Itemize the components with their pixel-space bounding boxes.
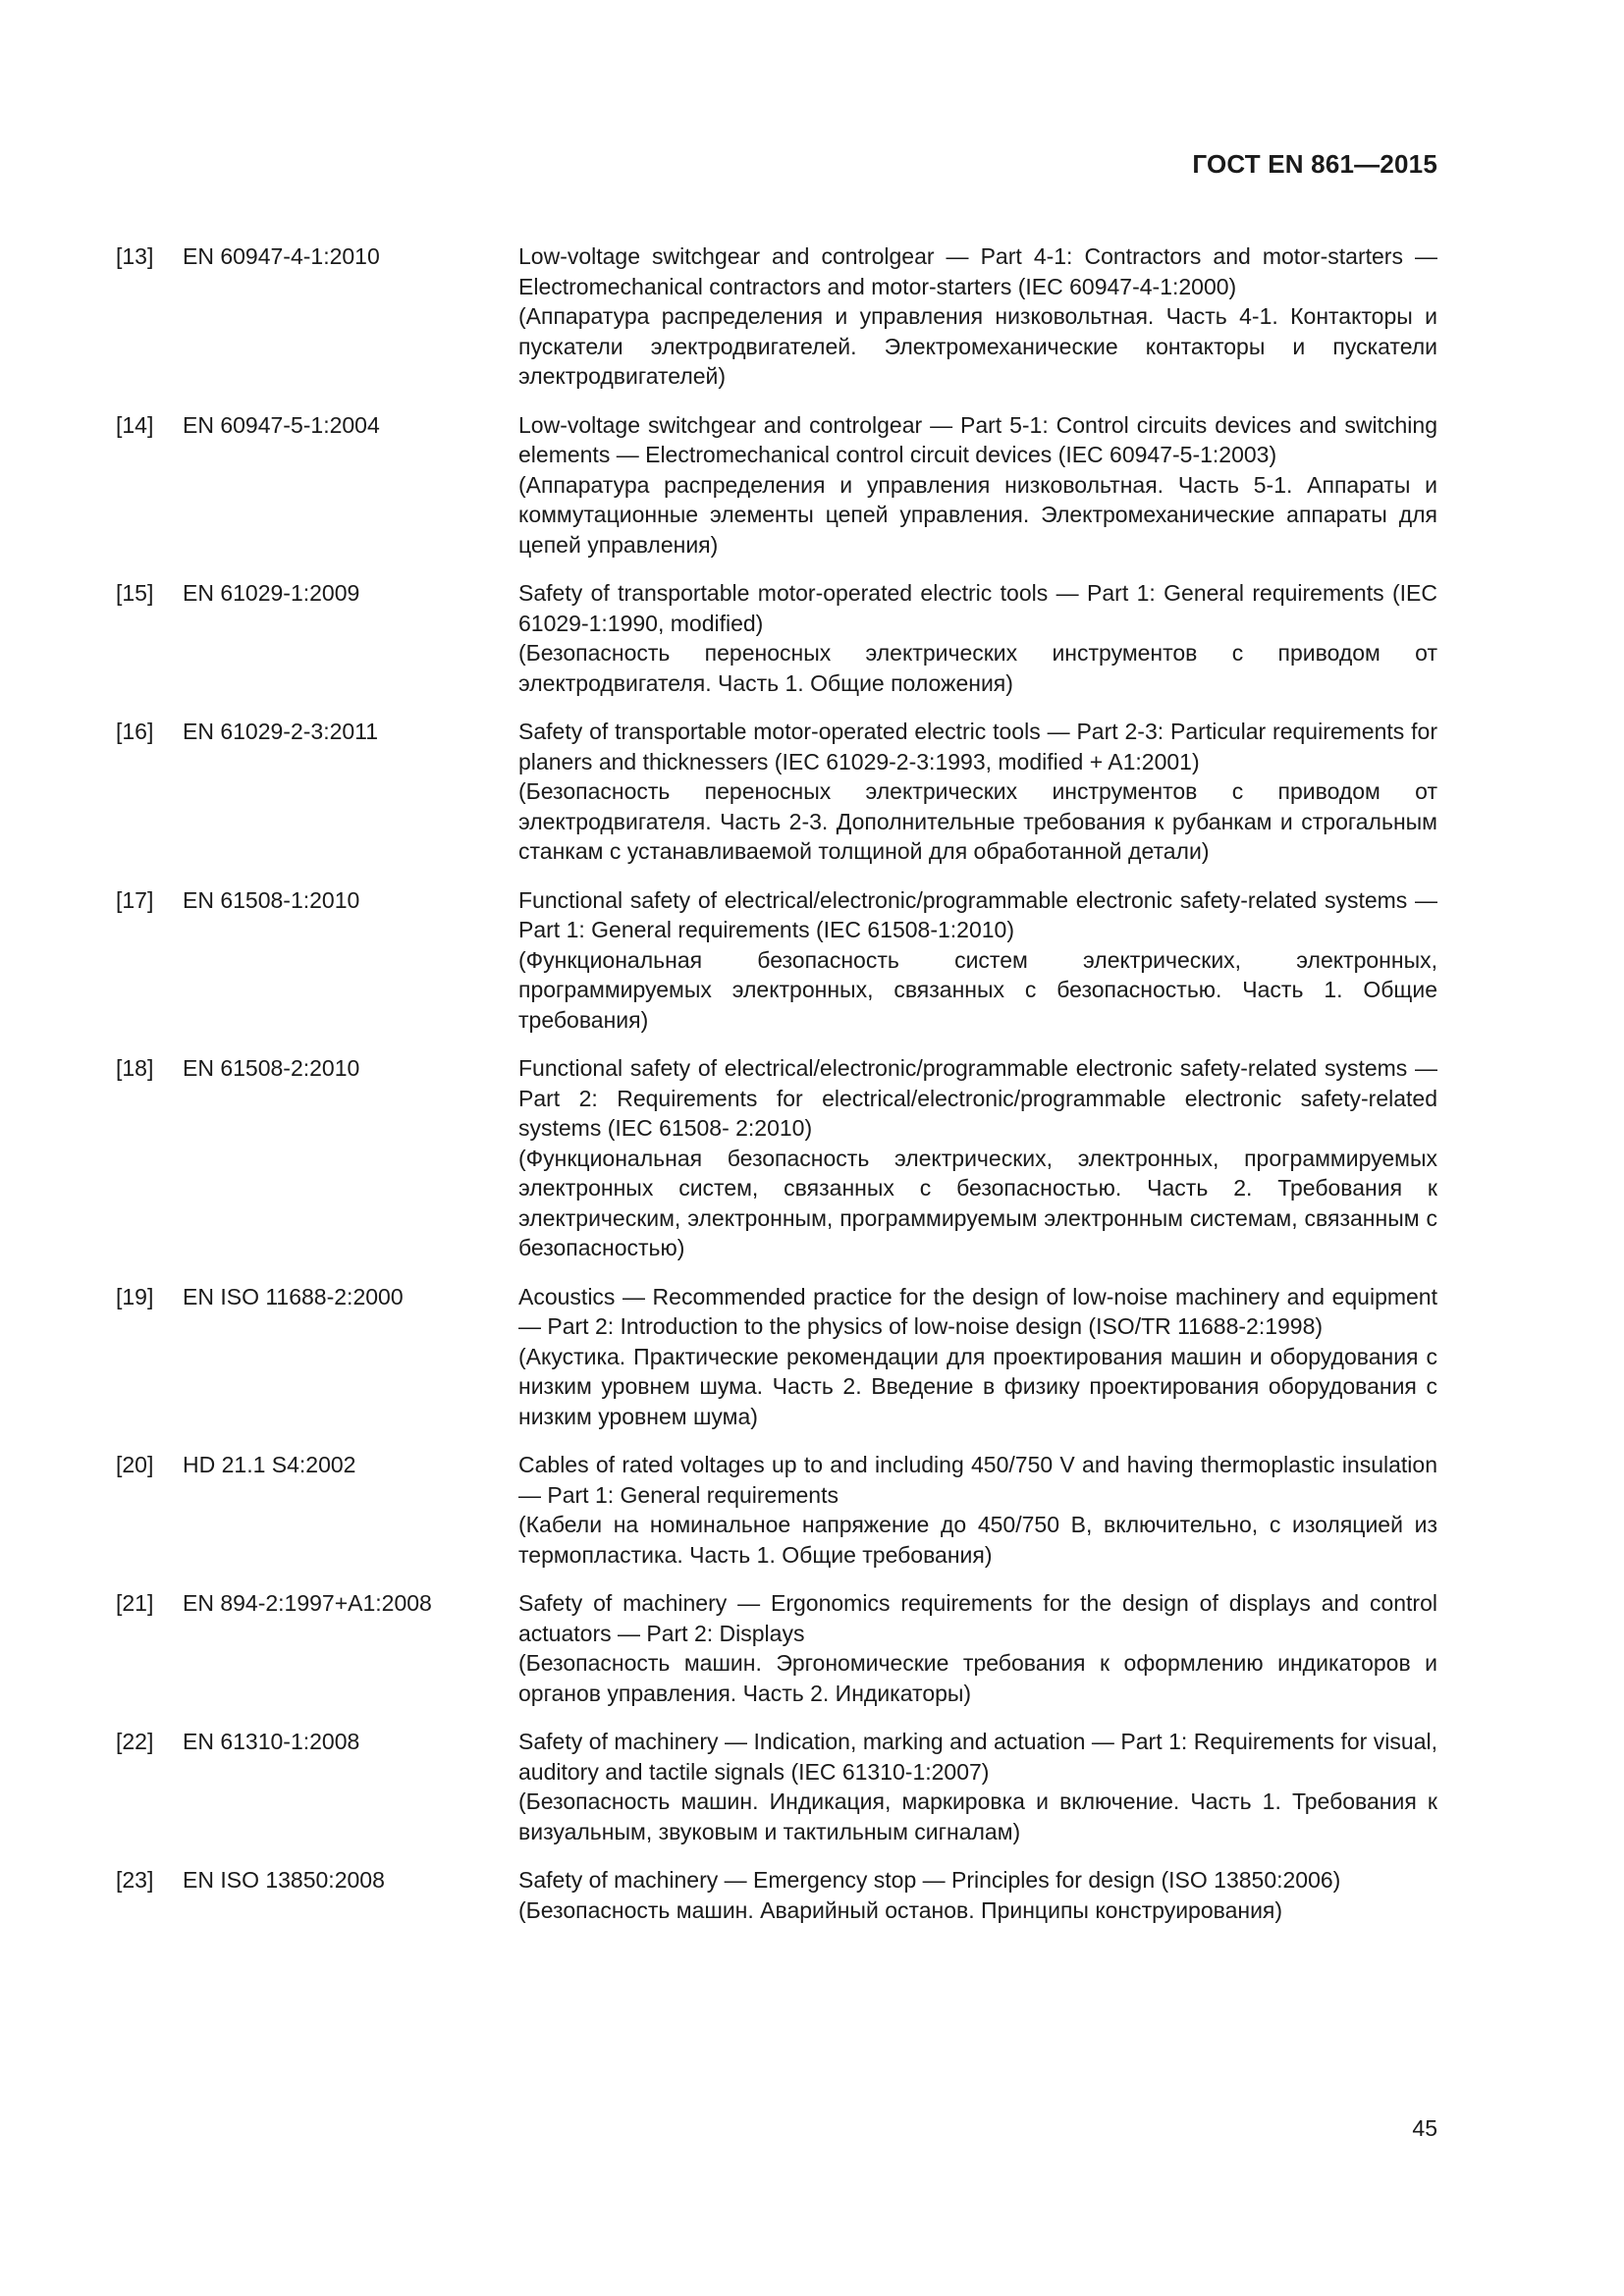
reference-code: EN ISO 13850:2008 bbox=[183, 1867, 385, 1893]
reference-description bbox=[518, 241, 1437, 392]
reference-item bbox=[116, 578, 1437, 698]
reference-item bbox=[116, 241, 1437, 392]
reference-code: EN 60947-5-1:2004 bbox=[183, 411, 380, 438]
reference-number: [19] bbox=[116, 1283, 154, 1309]
reference-item bbox=[116, 1865, 1437, 1925]
reference-number: [15] bbox=[116, 580, 154, 606]
reference-title-english: Safety of machinery — Emergency stop — Principles for design (ISO 13850:2006) bbox=[518, 1867, 1341, 1893]
reference-description bbox=[518, 1053, 1437, 1263]
reference-title-english: Safety of machinery — Ergonomics requirements for the design of displays and control actuators — Part 2: Displays bbox=[518, 1590, 1437, 1646]
page-number: 45 bbox=[1412, 2115, 1437, 2141]
reference-description bbox=[518, 410, 1437, 561]
reference-title-english: Low-voltage switchgear and controlgear — Part 5-1: Control circuits devices and switching elements — Electromechanical control circuit devices (IEC 60947-5-1:2003) bbox=[518, 411, 1437, 467]
reference-code: EN 61508-1:2010 bbox=[183, 886, 360, 913]
reference-code: EN 61310-1:2008 bbox=[183, 1729, 360, 1754]
reference-title-russian: (Акустика. Практические рекомендации для проектирования машин и оборудования с низким уровнем шума. Часть 2. Введение в физику проектирования оборудования с низким уровнем шума) bbox=[518, 1343, 1437, 1429]
reference-number: [16] bbox=[116, 719, 154, 744]
reference-code: HD 21.1 S4:2002 bbox=[183, 1452, 356, 1477]
reference-title-russian: (Безопасность переносных электрических инструментов с приводом от электродвигателя. Часть 2-3. Дополнительные требования к рубанкам и строгальным станкам с устанавливаемой толщиной для обработанной детали) bbox=[518, 778, 1437, 864]
reference-title-english: Functional safety of electrical/electronic/programmable electronic safety-related systems — Part 2: Requirements for electrical/electronic/programmable electronic safety-related systems (IEC 61508- 2:2010) bbox=[518, 1055, 1437, 1141]
reference-number: [23] bbox=[116, 1867, 154, 1893]
reference-item bbox=[116, 1053, 1437, 1263]
reference-description bbox=[518, 717, 1437, 867]
reference-title-russian: (Безопасность машин. Аварийный останов. Принципы конструирования) bbox=[518, 1896, 1283, 1923]
reference-code: EN 61508-2:2010 bbox=[183, 1055, 360, 1081]
reference-item bbox=[116, 1727, 1437, 1846]
reference-title-russian: (Безопасность машин. Индикация, маркировка и включение. Часть 1. Требования к визуальным, звуковым и тактильным сигналам) bbox=[518, 1789, 1437, 1844]
reference-description bbox=[518, 1727, 1437, 1846]
reference-title-russian: (Безопасность машин. Эргономические требования к оформлению индикаторов и органов управления. Часть 2. Индикаторы) bbox=[518, 1650, 1437, 1706]
reference-number: [21] bbox=[116, 1590, 154, 1616]
reference-code: EN 894-2:1997+A1:2008 bbox=[183, 1590, 432, 1616]
reference-title-russian: (Функциональная безопасность систем электрических, электронных, программируемых электронных, связанных с безопасностью. Часть 1. Общие требования) bbox=[518, 946, 1437, 1033]
reference-item bbox=[116, 717, 1437, 867]
reference-title-russian: (Аппаратура распределения и управления низковольтная. Часть 5-1. Аппараты и коммутационные элементы цепей управления. Электромеханические аппараты для цепей управления) bbox=[518, 471, 1437, 558]
reference-title-english: Safety of transportable motor-operated electric tools — Part 1: General requirements (IEC 61029-1:1990, modified) bbox=[518, 580, 1437, 636]
reference-description bbox=[518, 885, 1437, 1036]
reference-description bbox=[518, 578, 1437, 698]
reference-item bbox=[116, 885, 1437, 1036]
reference-code: EN ISO 11688-2:2000 bbox=[183, 1283, 404, 1309]
reference-code: EN 61029-2-3:2011 bbox=[183, 719, 379, 744]
reference-description bbox=[518, 1588, 1437, 1708]
reference-number: [17] bbox=[116, 886, 154, 913]
document-header-title: ГОСТ EN 861—2015 bbox=[1192, 149, 1437, 179]
reference-title-english: Acoustics — Recommended practice for the design of low-noise machinery and equipment — Part 2: Introduction to the physics of low-noise design (ISO/TR 11688-2:1998) bbox=[518, 1283, 1437, 1339]
reference-number: [13] bbox=[116, 243, 154, 269]
reference-description bbox=[518, 1450, 1437, 1570]
reference-title-english: Safety of transportable motor-operated electric tools — Part 2-3: Particular requirements for planers and thicknessers (IEC 61029-2-3:1993, modified + A1:2001) bbox=[518, 719, 1437, 774]
reference-title-english: Cables of rated voltages up to and including 450/750 V and having thermoplastic insulation — Part 1: General requirements bbox=[518, 1452, 1437, 1508]
reference-item bbox=[116, 1588, 1437, 1708]
reference-title-russian: (Аппаратура распределения и управления низковольтная. Часть 4-1. Контакторы и пускатели электродвигателей. Электромеханические контакторы и пускатели электродвигателей) bbox=[518, 303, 1437, 389]
bibliography-list bbox=[116, 241, 1437, 1944]
reference-title-russian: (Кабели на номинальное напряжение до 450/750 В, включительно, с изоляцией из термопластика. Часть 1. Общие требования) bbox=[518, 1512, 1437, 1568]
reference-description bbox=[518, 1865, 1437, 1925]
reference-number: [18] bbox=[116, 1055, 154, 1081]
reference-code: EN 61029-1:2009 bbox=[183, 580, 360, 606]
reference-number: [14] bbox=[116, 411, 154, 438]
reference-number: [20] bbox=[116, 1452, 154, 1477]
reference-title-russian: (Функциональная безопасность электрических, электронных, программируемых электронных систем, связанных с безопасностью. Часть 2. Требования к электрическим, электронным, программируемым электронным системам, связанным с безопасностью) bbox=[518, 1145, 1437, 1260]
reference-title-english: Safety of machinery — Indication, marking and actuation — Part 1: Requirements for visual, auditory and tactile signals (IEC 61310-1:2007) bbox=[518, 1729, 1437, 1785]
reference-item bbox=[116, 1450, 1437, 1570]
reference-title-english: Functional safety of electrical/electronic/programmable electronic safety-related systems — Part 1: General requirements (IEC 61508-1:2010) bbox=[518, 886, 1437, 942]
reference-code: EN 60947-4-1:2010 bbox=[183, 243, 380, 269]
reference-number: [22] bbox=[116, 1729, 154, 1754]
reference-item bbox=[116, 1282, 1437, 1432]
reference-description bbox=[518, 1282, 1437, 1432]
reference-title-russian: (Безопасность переносных электрических инструментов с приводом от электродвигателя. Часть 1. Общие положения) bbox=[518, 640, 1437, 696]
reference-item bbox=[116, 410, 1437, 561]
reference-title-english: Low-voltage switchgear and controlgear — Part 4-1: Contractors and motor-starters — Electromechanical contractors and motor-starters (IEC 60947-4-1:2000) bbox=[518, 243, 1437, 299]
